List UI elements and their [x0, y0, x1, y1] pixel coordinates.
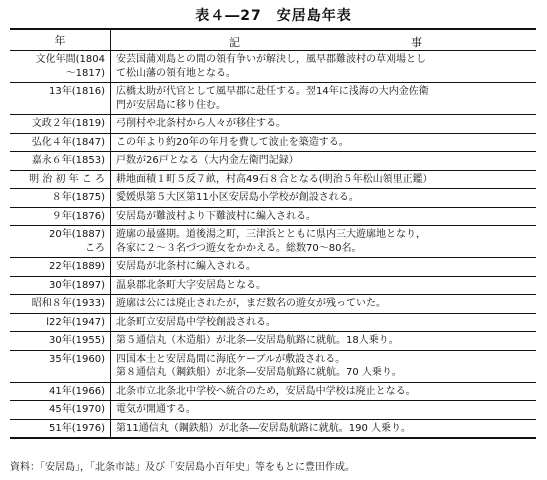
table-row [10, 276, 536, 295]
row-year: 30年(1897) [10, 276, 111, 295]
table-row [10, 133, 536, 152]
row-year: l22年(1947) [10, 313, 111, 332]
table-row [10, 313, 536, 332]
row-year: 嘉永６年(1853) [10, 152, 111, 171]
table-row [10, 419, 536, 438]
table-row [10, 207, 536, 226]
row-event: 耕地面積１町５反７畝，村高49石８合となる(明治５年松山領里正鑑） [111, 170, 537, 189]
row-event: 四国本土と安居島間に海底ケーブルが敷設される。 第８通信丸（鋼鉄船）が北条―安居島航路に就航。70 人乗り。 [111, 350, 537, 382]
row-year: 文政２年(1819) [10, 115, 111, 134]
row-event: 北条市立北条北中学校へ統合のため，安居島中学校は廃止となる。 [111, 382, 537, 401]
table-header-row [10, 29, 536, 51]
row-event: 遊廓は公には廃止されたが，まだ数名の遊女が残っていた。 [111, 295, 537, 314]
row-event: 安居島が難波村より下難波村に編入される。 [111, 207, 537, 226]
table-title: 表４―27 安居島年表 [195, 8, 352, 24]
table-row [10, 170, 536, 189]
table-row [10, 152, 536, 171]
chronology-table-container [10, 28, 536, 439]
row-event: 遊廓の最盛期。道後湯之町，三津浜とともに県内三大遊廓地となり， 各家に２～３名づつ遊女をかかえる。総数70～80名。 [111, 226, 537, 258]
table-row [10, 226, 536, 258]
row-year: 昭和８年(1933) [10, 295, 111, 314]
chronology-table [10, 28, 536, 439]
source-footnote: 資料：「安居島」，「北条市誌」及び「安居島小百年史」等をもとに豊田作成。 [10, 462, 355, 473]
table-row [10, 51, 536, 83]
table-row [10, 332, 536, 351]
header-year: 年 [10, 29, 111, 51]
row-event: 安芸国蒲刈島との間の領有争いが解決し，風早郡難波村の草刈場とし て松山藩の領有地となる。 [116, 54, 426, 79]
table-row [10, 295, 536, 314]
row-event: 広橋太助が代官として風早郡に赴任する。翌14年に浅海の大内金佐衛 門が安居島に移り住む。 [111, 83, 537, 115]
table-row [10, 83, 536, 115]
row-year: 22年(1889) [10, 258, 111, 277]
header-ki: 記 [229, 36, 240, 49]
row-year: 文化年間(1804 ～1817) [10, 51, 111, 83]
row-year: 13年(1816) [10, 83, 111, 115]
table-row [10, 115, 536, 134]
row-event: 安居島が北条村に編入される。 [111, 258, 537, 277]
header-event [111, 29, 537, 51]
row-event: 愛媛県第５大区第11小区安居島小学校が創設される。 [111, 189, 537, 208]
row-event: 北条町立安居島中学校創設される。 [111, 313, 537, 332]
row-year: 明 治 初 年 こ ろ [10, 170, 111, 189]
row-year: 35年(1960) [10, 350, 111, 382]
table-row [10, 258, 536, 277]
row-year: 20年(1887) ころ [10, 226, 111, 258]
row-year: 45年(1970) [10, 401, 111, 420]
row-event: 第11通信丸（鋼鉄船）が北条―安居島航路に就航。190 人乗り。 [111, 419, 537, 438]
row-event: この年より約20年の年月を費して波止を築造する。 [111, 133, 537, 152]
row-event: 第５通信丸（木造船）が北条―安居島航路に就航。18人乗り。 [111, 332, 537, 351]
row-year: 30年(1955) [10, 332, 111, 351]
row-year: ９年(1876) [10, 207, 111, 226]
row-event: 温泉郡北条町大字安居島となる。 [111, 276, 537, 295]
row-year: 41年(1966) [10, 382, 111, 401]
row-year: 51年(1976) [10, 419, 111, 438]
row-event: 弓削村や北条村から人々が移住する。 [111, 115, 537, 134]
header-ji: 事 [411, 36, 422, 49]
table-row [10, 401, 536, 420]
table-row [10, 350, 536, 382]
table-row [10, 189, 536, 208]
row-event: 電気が開通する。 [111, 401, 537, 420]
row-event: 戸数が26戸となる（大内金左衛門記録） [111, 152, 537, 171]
row-year: 弘化４年(1847) [10, 133, 111, 152]
table-row [10, 382, 536, 401]
row-year: ８年(1875) [10, 189, 111, 208]
